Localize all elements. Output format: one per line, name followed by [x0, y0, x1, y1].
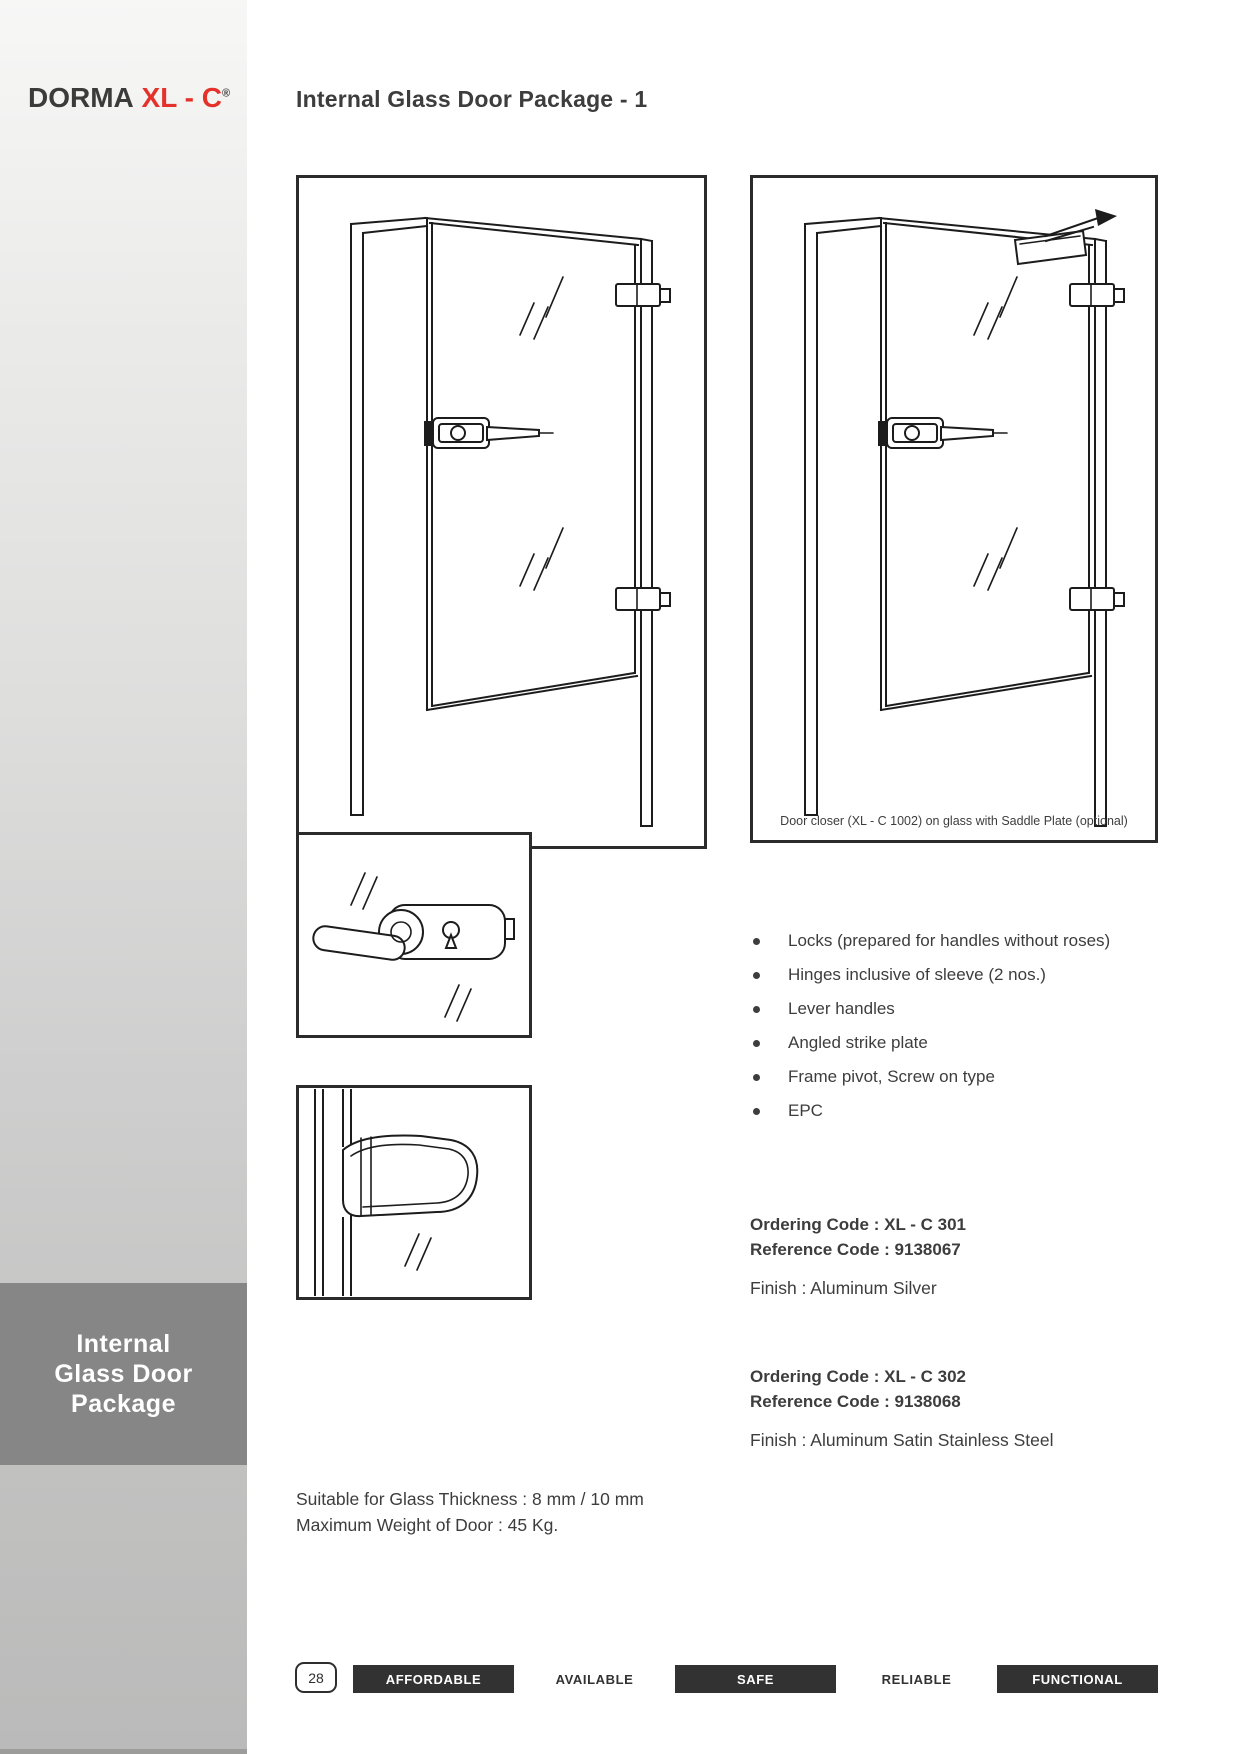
page-number: 28 [308, 1669, 324, 1686]
list-item [753, 1101, 1173, 1121]
finish-label: Finish : Aluminum Silver [750, 1278, 937, 1298]
bullet-icon [753, 1006, 760, 1013]
list-item-label: Angled strike plate [788, 1033, 928, 1052]
figure-hinge [296, 1085, 532, 1300]
sidebar-package-line: Package [71, 1390, 176, 1418]
door-closer-icon [1015, 209, 1117, 264]
glass-thickness-spec: Suitable for Glass Thickness : 8 mm / 10 mm [296, 1489, 644, 1509]
footer-tag-reliable: RELIABLE [836, 1665, 997, 1693]
reference-code: Reference Code : 9138067 [750, 1240, 961, 1259]
max-weight-spec: Maximum Weight of Door : 45 Kg. [296, 1515, 559, 1535]
list-item-label: Lever handles [788, 999, 895, 1018]
page-title: Internal Glass Door Package - 1 [296, 86, 648, 112]
ordering-block-302 [750, 1364, 1170, 1451]
footer-tag-affordable: AFFORDABLE [353, 1665, 514, 1693]
reference-code: Reference Code : 9138068 [750, 1392, 961, 1411]
list-item [753, 965, 1173, 985]
list-item [753, 1033, 1173, 1053]
footer-tag-functional: FUNCTIONAL [997, 1665, 1158, 1693]
brand-logo-xlc: XL - C [141, 82, 222, 113]
list-item [753, 999, 1173, 1019]
list-item-label: EPC [788, 1101, 823, 1120]
brand-logo-dorma: DORMA [28, 82, 134, 113]
sidebar-package-line: Internal [76, 1330, 171, 1358]
ordering-code: Ordering Code : XL - C 301 [750, 1215, 967, 1234]
ordering-code: Ordering Code : XL - C 302 [750, 1367, 967, 1386]
sidebar-gradient-panel [0, 0, 247, 1754]
bullet-icon [753, 972, 760, 979]
finish-label: Finish : Aluminum Satin Stainless Steel [750, 1430, 1054, 1450]
ordering-block-301 [750, 1212, 1170, 1299]
list-item-label: Hinges inclusive of sleeve (2 nos.) [788, 965, 1046, 984]
figure-lever-handle [296, 832, 532, 1038]
list-item-label: Locks (prepared for handles without roses) [788, 931, 1111, 950]
glass-door-closer-drawing [753, 178, 1155, 840]
page-number-badge [295, 1662, 337, 1693]
footer-tagline-bar [353, 1665, 1158, 1693]
bullet-icon [753, 1040, 760, 1047]
lever-handle-drawing [299, 835, 529, 1035]
list-item-label: Frame pivot, Screw on type [788, 1067, 995, 1086]
sidebar-bottom-strip [0, 1749, 247, 1754]
glass-door-drawing [299, 178, 704, 846]
figure-glass-door-lock [296, 175, 707, 849]
list-item [753, 1067, 1173, 1087]
sidebar-package-line: Glass Door [54, 1360, 193, 1388]
footer-tag-available: AVAILABLE [514, 1665, 675, 1693]
components-list [753, 931, 1173, 1135]
figure-caption: Door closer (XL - C 1002) on glass with Saddle Plate (optional) [780, 814, 1128, 828]
specs-text [296, 1486, 644, 1538]
bullet-icon [753, 938, 760, 945]
bullet-icon [753, 1074, 760, 1081]
registered-mark: ® [221, 87, 231, 100]
brand-logo [28, 82, 230, 114]
footer-tag-safe: SAFE [675, 1665, 836, 1693]
hinge-drawing [299, 1088, 529, 1297]
figure-glass-door-closer [750, 175, 1158, 843]
bullet-icon [753, 1108, 760, 1115]
sidebar-package-label [0, 1283, 247, 1465]
list-item [753, 931, 1173, 951]
